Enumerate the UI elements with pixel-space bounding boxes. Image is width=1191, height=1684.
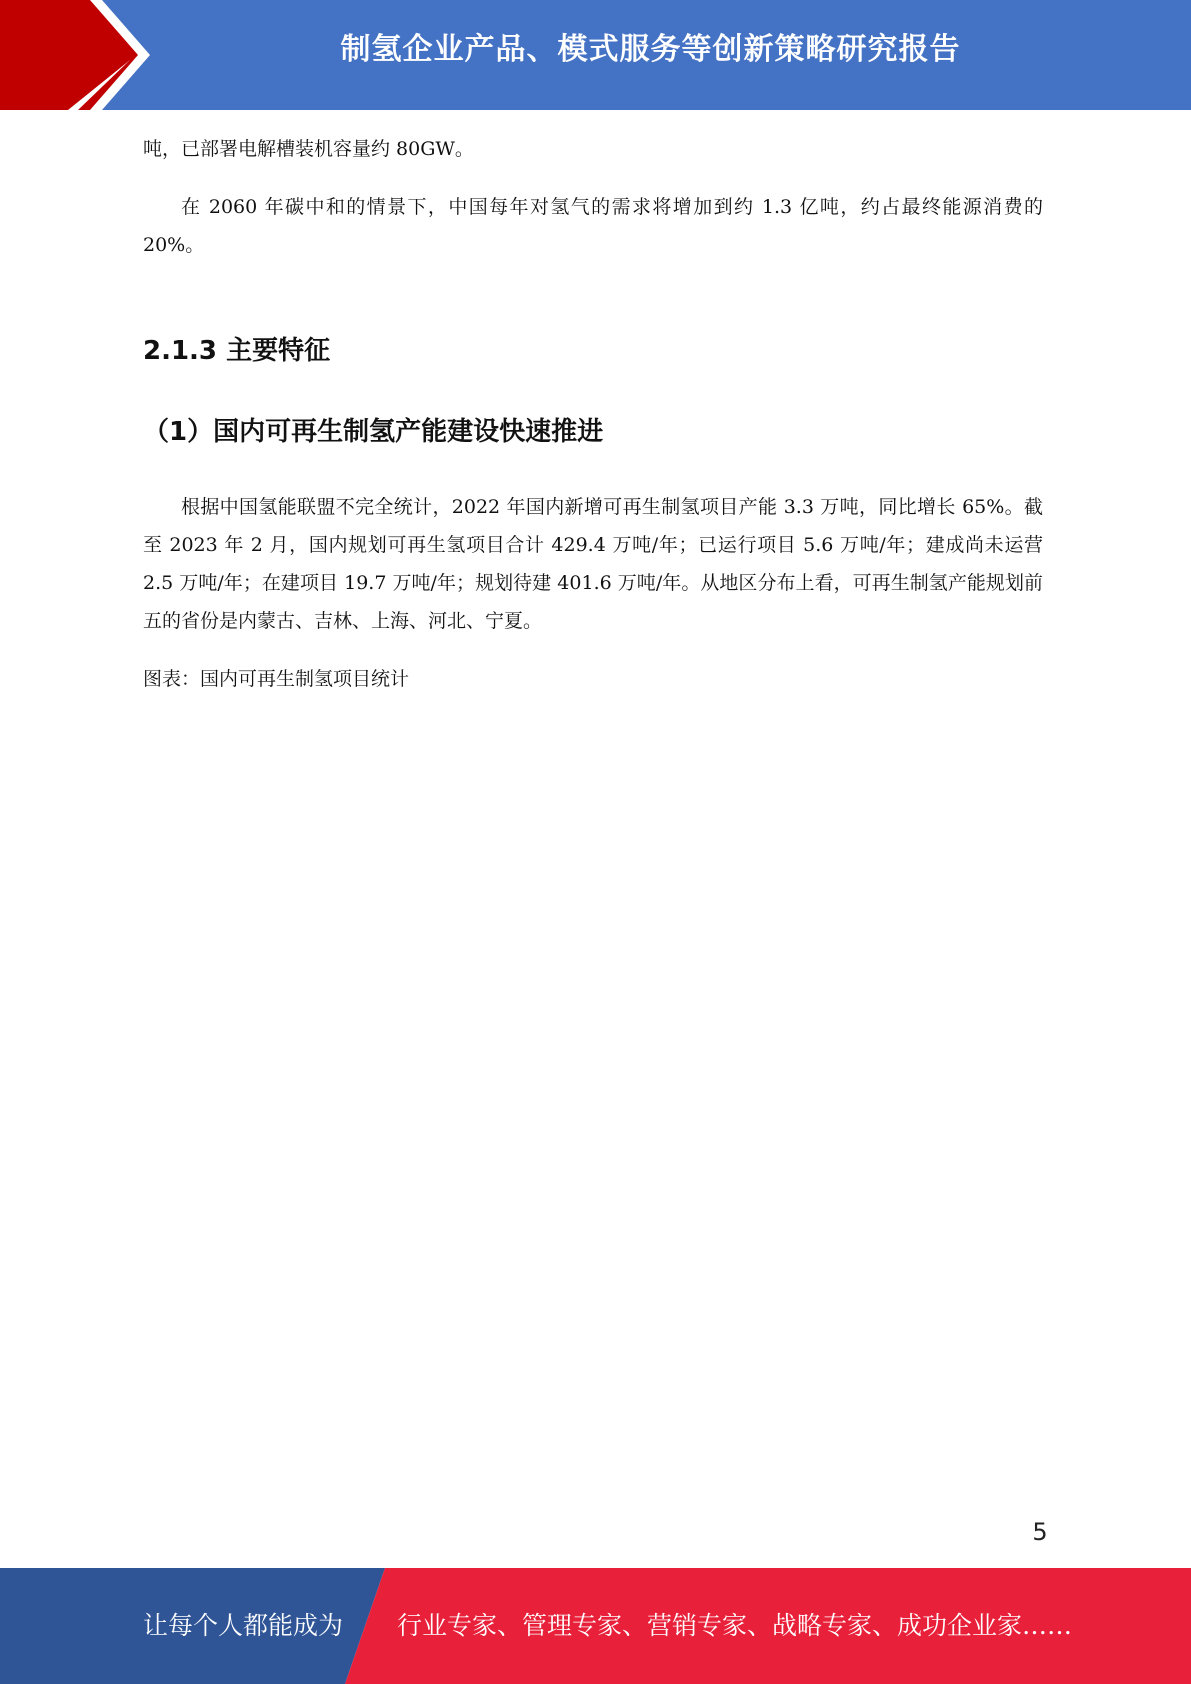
paragraph-capacity-stats: 根据中国氢能联盟不完全统计，2022 年国内新增可再生制氢项目产能 3.3 万吨，同比增长 65%。截至 2023 年 2 月，国内规划可再生氢项目合计 429.4 万吨/年；已运行项目 5.6 万吨/年；建成尚未运营 2.5 万吨/年；在建项目 19.7 万吨/年；规划待建 401.6 万吨/年。从地区分布上看，可再生制氢产能规划前五的省份是内蒙古、吉林、上海、河北、宁夏。 <box>143 496 1043 632</box>
footer-slogan-right: 行业专家、管理专家、营销专家、战略专家、成功企业家…… <box>397 1611 1073 1640</box>
subsection-heading: （1）国内可再生制氢产能建设快速推进 <box>143 417 604 447</box>
page-content <box>143 130 1043 698</box>
page-footer <box>0 1568 1191 1684</box>
page-header <box>0 0 1191 110</box>
paragraph-2060-demand: 在 2060 年碳中和的情景下，中国每年对氢气的需求将增加到约 1.3 亿吨，约占最终能源消费的 20%。 <box>143 196 1043 256</box>
section-heading: 2.1.3 主要特征 <box>143 336 331 366</box>
page-number: 5 <box>1032 1518 1048 1546</box>
figure-caption: 图表：国内可再生制氢项目统计 <box>143 668 410 690</box>
report-title: 制氢企业产品、模式服务等创新策略研究报告 <box>340 32 961 67</box>
paragraph-continued: 吨，已部署电解槽装机容量约 80GW。 <box>143 138 474 160</box>
footer-slogan-left: 让每个人都能成为 <box>143 1611 344 1640</box>
